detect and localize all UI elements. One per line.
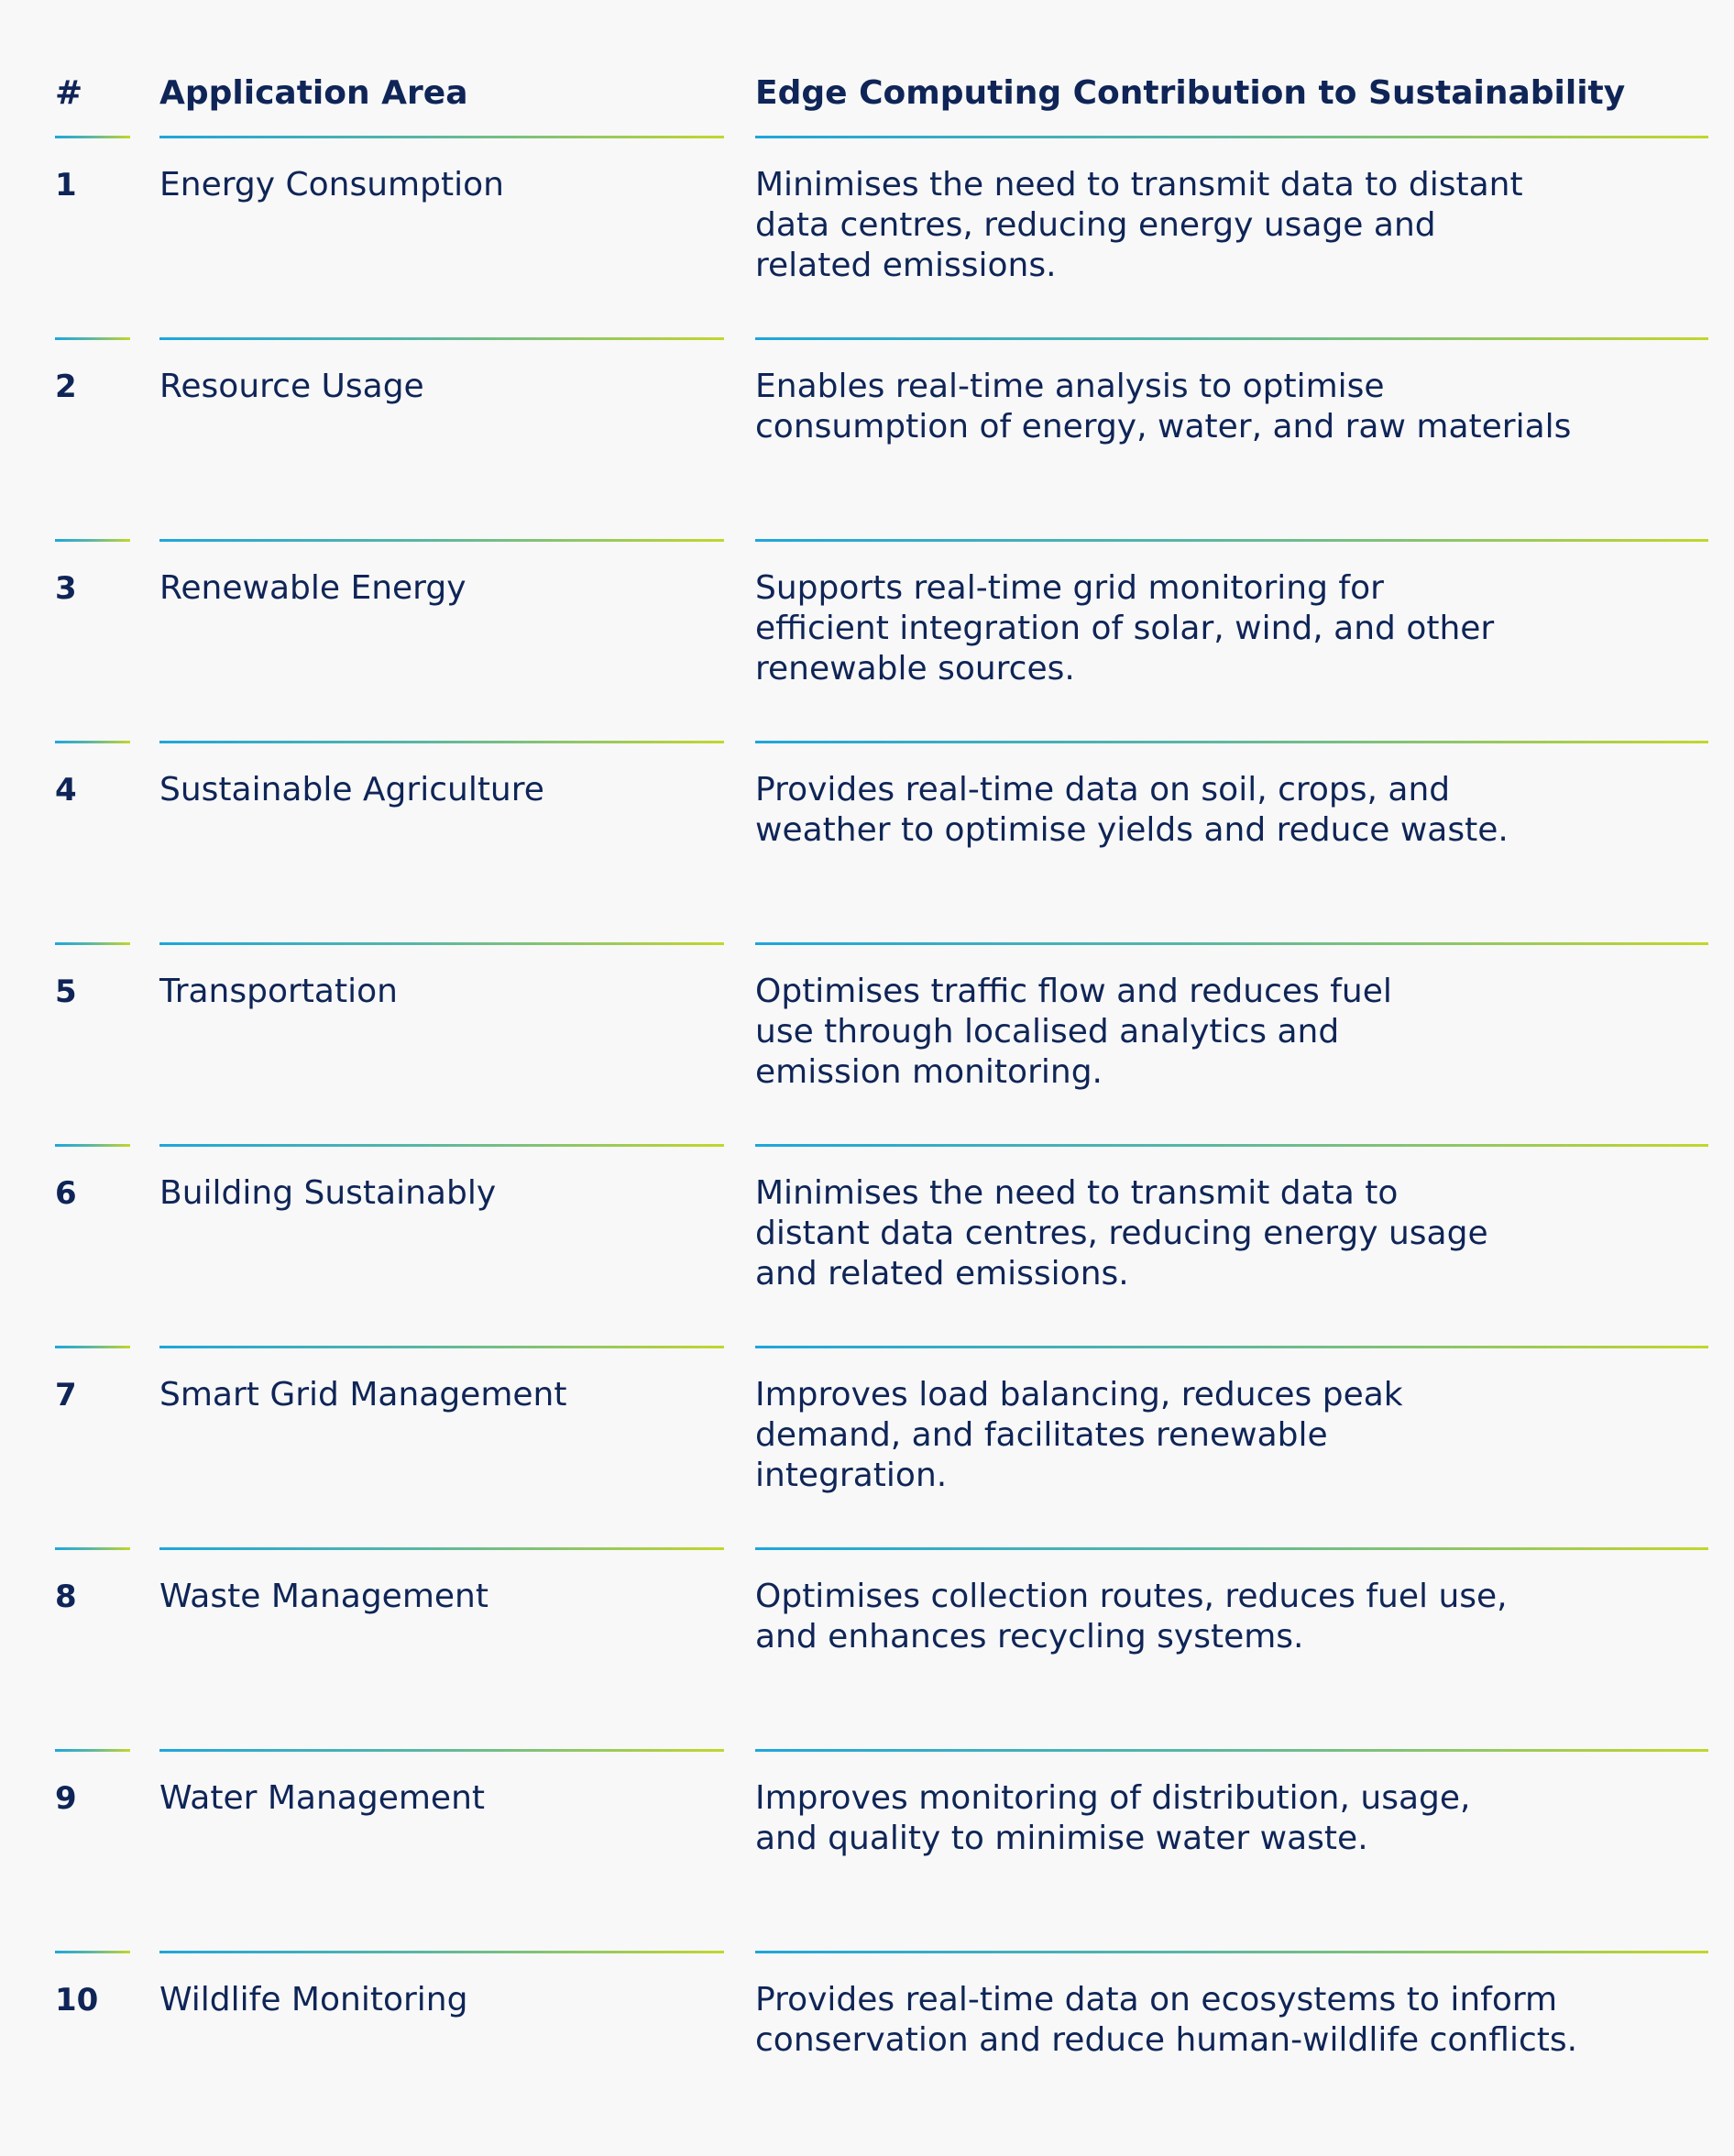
row-divider <box>755 1144 1708 1147</box>
row-divider <box>55 1749 130 1752</box>
application-area: Transportation <box>159 973 398 1010</box>
row-divider <box>55 1547 130 1550</box>
row-divider <box>159 539 724 542</box>
contribution-text: Minimises the need to transmit data to distant data centres, reducing energy usage and related emissions. <box>755 166 1523 284</box>
row-divider <box>159 1346 724 1348</box>
header-divider <box>55 136 130 138</box>
row-divider <box>159 942 724 945</box>
row-divider <box>55 1144 130 1147</box>
row-divider <box>55 1346 130 1348</box>
row-divider <box>159 741 724 743</box>
header-number: # <box>55 74 83 112</box>
row-divider <box>755 942 1708 945</box>
row-divider <box>159 1749 724 1752</box>
application-area: Waste Management <box>159 1578 488 1615</box>
header-contribution: Edge Computing Contribution to Sustainability <box>755 74 1626 112</box>
contribution-text: Optimises traffic flow and reduces fuel use through localised analytics and emission monitoring. <box>755 973 1392 1091</box>
row-number: 6 <box>55 1175 77 1212</box>
header-application-area: Application Area <box>159 74 468 112</box>
row-divider <box>55 337 130 340</box>
contribution-text: Supports real-time grid monitoring for efficient integration of solar, wind, and other renewable sources. <box>755 569 1495 688</box>
row-number: 3 <box>55 570 77 607</box>
row-divider <box>755 1749 1708 1752</box>
row-number: 4 <box>55 772 77 808</box>
application-area: Building Sustainably <box>159 1174 497 1212</box>
application-area: Smart Grid Management <box>159 1376 567 1414</box>
row-divider <box>755 539 1708 542</box>
row-divider <box>55 539 130 542</box>
row-number: 8 <box>55 1578 77 1615</box>
row-divider <box>159 1144 724 1147</box>
header-divider <box>755 136 1708 138</box>
row-divider <box>755 741 1708 743</box>
row-divider <box>755 1346 1708 1348</box>
row-number: 2 <box>55 368 77 405</box>
contribution-text: Optimises collection routes, reduces fuel use, and enhances recycling systems. <box>755 1578 1508 1656</box>
header-divider <box>159 136 724 138</box>
contribution-text: Provides real-time data on ecosystems to inform conservation and reduce human-wildlife conflicts. <box>755 1981 1578 2059</box>
application-area: Wildlife Monitoring <box>159 1981 468 2018</box>
row-divider <box>55 1951 130 1953</box>
application-area: Water Management <box>159 1779 486 1817</box>
row-divider <box>755 1547 1708 1550</box>
application-area: Renewable Energy <box>159 569 466 607</box>
contribution-text: Minimises the need to transmit data to distant data centres, reducing energy usage and related emissions. <box>755 1174 1488 1292</box>
row-number: 7 <box>55 1377 77 1414</box>
application-area: Resource Usage <box>159 368 424 405</box>
row-number: 1 <box>55 167 77 204</box>
row-divider <box>55 741 130 743</box>
row-divider <box>159 1951 724 1953</box>
row-divider <box>159 1547 724 1550</box>
contribution-text: Provides real-time data on soil, crops, and weather to optimise yields and reduce waste. <box>755 771 1509 849</box>
row-divider <box>159 337 724 340</box>
row-divider <box>755 1951 1708 1953</box>
application-area: Energy Consumption <box>159 166 504 204</box>
row-number: 5 <box>55 974 77 1010</box>
row-number: 10 <box>55 1982 99 2018</box>
application-area: Sustainable Agriculture <box>159 771 544 808</box>
row-divider <box>55 942 130 945</box>
row-divider <box>755 337 1708 340</box>
contribution-text: Improves load balancing, reduces peak demand, and facilitates renewable integration. <box>755 1376 1403 1494</box>
contribution-text: Enables real-time analysis to optimise consumption of energy, water, and raw materials <box>755 368 1572 446</box>
row-number: 9 <box>55 1780 77 1817</box>
contribution-text: Improves monitoring of distribution, usage, and quality to minimise water waste. <box>755 1779 1471 1857</box>
